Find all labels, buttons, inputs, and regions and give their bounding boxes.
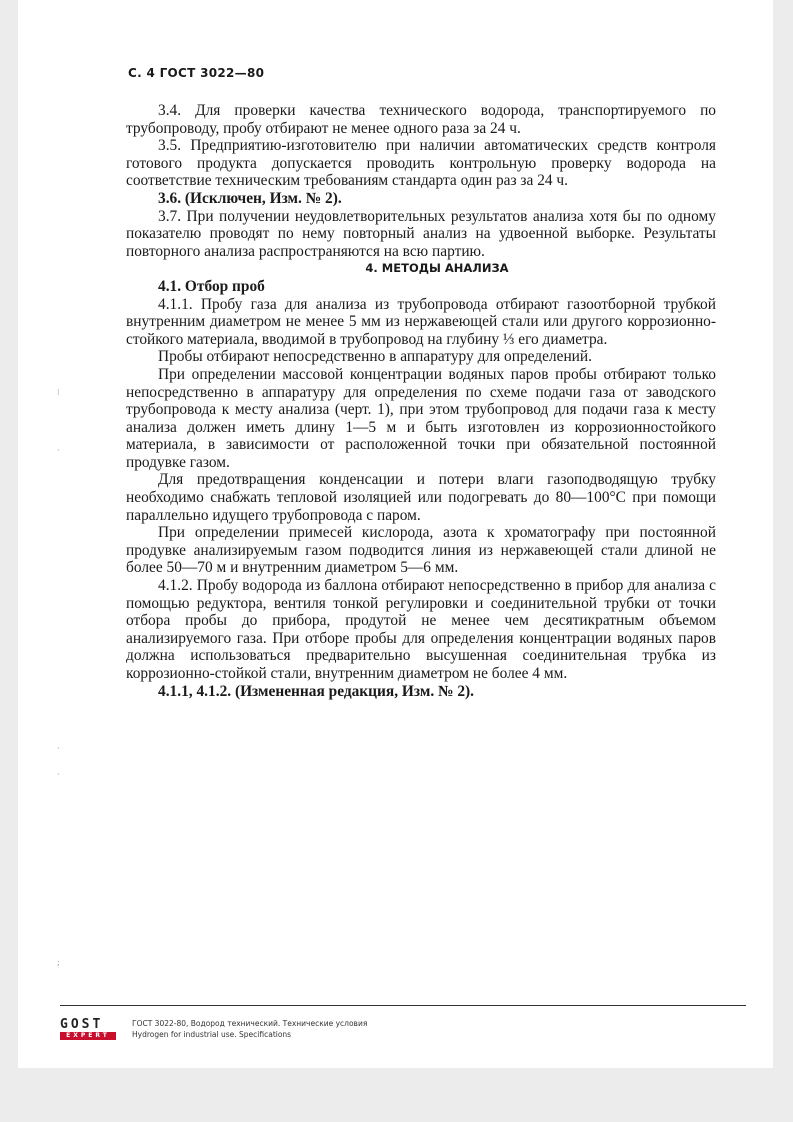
footer-title-en: Hydrogen for industrial use. Specifications [132, 1030, 292, 1039]
section-title: 4. МЕТОДЫ АНАЛИЗА [365, 261, 509, 276]
paragraph-3-6: 3.6. (Исключен, Изм. № 2). [158, 189, 342, 207]
footer-divider [60, 1005, 746, 1006]
margin-mark: ; [57, 958, 60, 967]
logo-subtext: EXPERT [60, 1032, 116, 1040]
footer-caption [132, 1018, 367, 1040]
paragraph-3-4: 3.4. Для проверки качества технического водорода, транспортируемого по трубопроводу, пробу отбирают не менее одного раза за 24 ч. [126, 102, 716, 137]
margin-mark: · [57, 744, 60, 753]
paragraph-3-5: 3.5. Предприятию-изготовителю при наличии автоматических средств контроля готового продукта допускается проводить контрольную проверку водорода на соответствие техническим требованиям стандарта один раз за 24 ч. [126, 137, 716, 190]
paragraph-4-1-2: 4.1.2. Пробу водорода из баллона отбирают непосредственно в прибор для анализа с помощью редуктора, вентиля тонкой регулировки и соединительной трубки от точки отбора пробы до прибора, продутой не менее чем десятикратным объемом анализируемого газа. При отборе пробы для определения концентрации водяных паров должна использоваться предварительно высушенная соединительная трубка из коррозионно-стойкой стали, внутренним диаметром не более 4 мм. [126, 577, 716, 682]
page-header: С. 4 ГОСТ 3022—80 [128, 66, 265, 80]
paragraph: Пробы отбирают непосредственно в аппаратуру для определений. [158, 348, 593, 366]
margin-mark: ⁝ [57, 388, 60, 397]
document-body [126, 102, 716, 700]
paragraph-3-7: 3.7. При получении неудовлетворительных результатов анализа хотя бы по одному показателю проводят по нему повторный анализ на удвоенной выборке. Результаты повторного анализа распространяются на всю партию. [126, 207, 716, 260]
logo-text: GOST [60, 1017, 104, 1032]
margin-mark: · [57, 770, 60, 779]
subsection-title: 4.1. Отбор проб [158, 277, 265, 295]
footer-title-ru: ГОСТ 3022-80, Водород технический. Технические условия [132, 1019, 368, 1028]
paragraph: При определении массовой концентрации водяных паров пробы отбирают только непосредственно в аппаратуру для определения по схеме подачи газа от заводского трубопровода к месту анализа (черт. 1), при этом трубопровод для подачи газа к месту анализа должен иметь длину 1—5 м и быть изготовлен из коррозионностойкого материала, в зависимости от расположенной точки при обязательной постоянной продувке газом. [126, 365, 716, 471]
margin-mark: · [57, 446, 60, 455]
amendment-note: 4.1.1, 4.1.2. (Измененная редакция, Изм. № 2). [158, 682, 475, 700]
gost-expert-logo [60, 1018, 118, 1042]
paragraph-4-1-1: 4.1.1. Пробу газа для анализа из трубопровода отбирают газоотборной трубкой внутренним диаметром не менее 5 мм из нержавеющей стали или другого коррозионно-стойкого материала, вводимой в трубопровод на глубину ⅓ его диаметра. [126, 295, 716, 348]
paragraph: Для предотвращения конденсации и потери влаги газоподводящую трубку необходимо снабжать тепловой изоляцией или подогревать до 80—100°С при помощи параллельно идущего трубопровода с паром. [126, 471, 716, 524]
paragraph: При определении примесей кислорода, азота к хроматографу при постоянной продувке анализируемым газом подводится линия из нержавеющей стали длиной не более 50—70 м и внутренним диаметром 5—6 мм. [126, 524, 716, 577]
